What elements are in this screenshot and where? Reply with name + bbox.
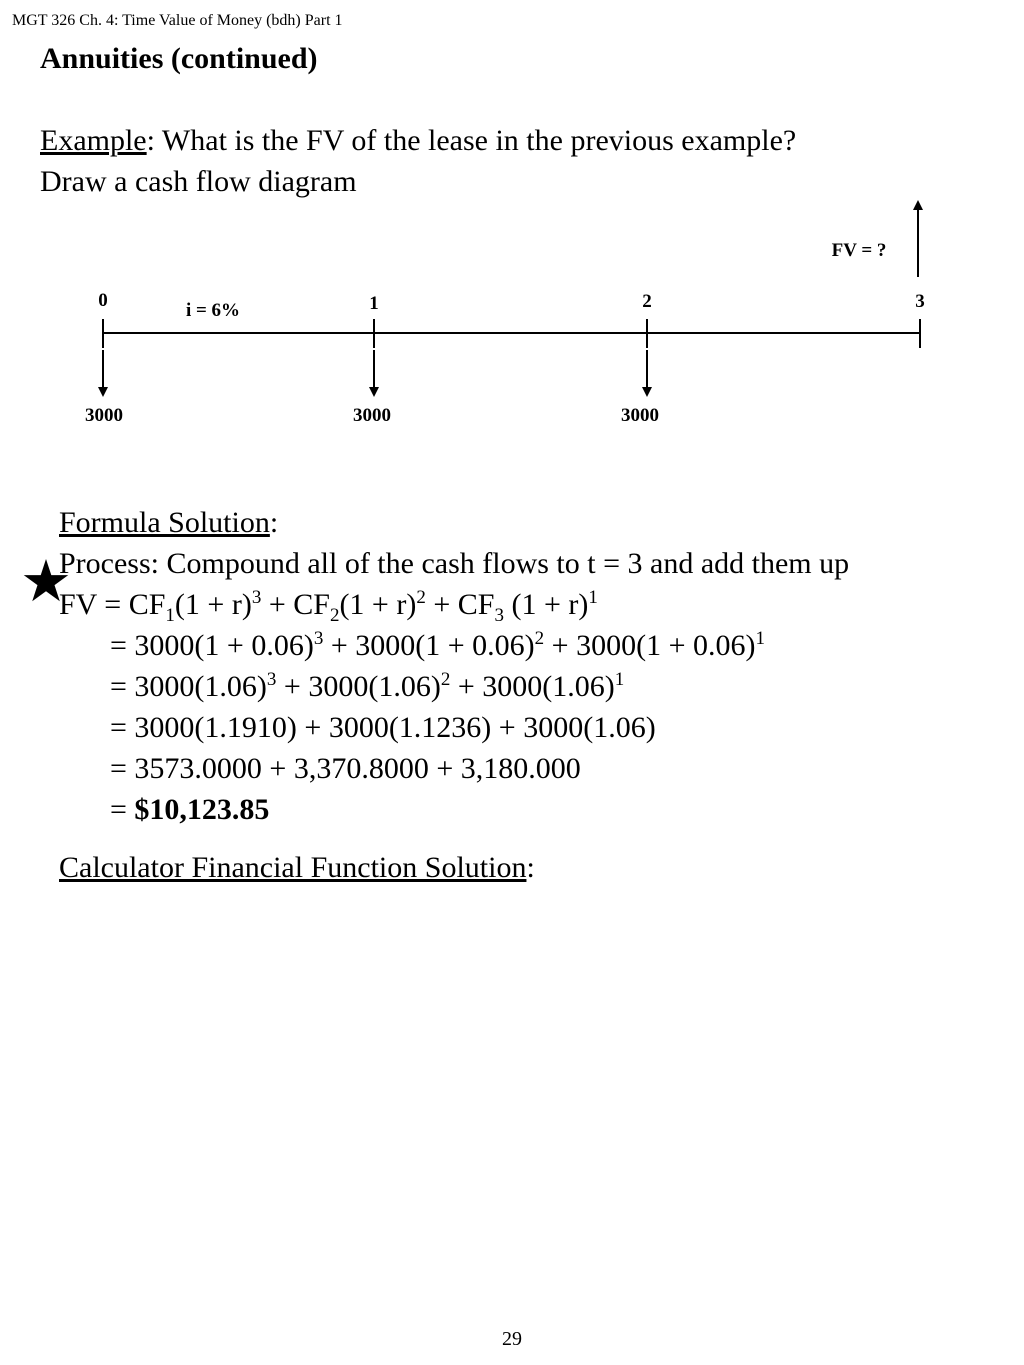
- exponent: 3: [266, 669, 277, 690]
- cash-flow-value-2: 3000: [621, 405, 659, 426]
- example-question-text: : What is the FV of the lease in the previous example?: [146, 124, 797, 157]
- calculator-solution-label: Calculator Financial Function Solution: [59, 851, 527, 884]
- calc-term: + 3000(1 + 0.06): [544, 629, 756, 662]
- calculator-solution-heading: [59, 851, 535, 885]
- exponent: 2: [534, 628, 545, 649]
- calc-term: + 3000(1.06): [276, 670, 441, 703]
- fv-formula-part: (1 + r): [503, 588, 589, 621]
- page-header: MGT 326 Ch. 4: Time Value of Money (bdh) Part 1: [12, 12, 343, 29]
- calc-step-simplify: [110, 670, 624, 704]
- page-number: 29: [502, 1328, 522, 1350]
- formula-solution-label: Formula Solution: [59, 506, 270, 539]
- exponent: 1: [755, 628, 765, 649]
- fv-formula-part: + CF: [425, 588, 495, 621]
- calc-step-values: = 3573.0000 + 3,370.8000 + 3,180.000: [110, 752, 581, 785]
- subscript: 2: [329, 605, 340, 626]
- cash-flow-value-1: 3000: [353, 405, 391, 426]
- calc-step-factors: = 3000(1.1910) + 3000(1.1236) + 3000(1.06): [110, 711, 656, 744]
- formula-solution-heading: [59, 506, 278, 540]
- fv-formula-part: FV = CF: [59, 588, 166, 621]
- exponent: 3: [251, 587, 262, 608]
- fv-result-value: $10,123.85: [134, 793, 270, 826]
- example-instruction: Draw a cash flow diagram: [40, 165, 357, 198]
- exponent: 2: [440, 669, 451, 690]
- interest-rate-label: i = 6%: [185, 300, 241, 321]
- period-label-0: 0: [98, 290, 108, 311]
- calc-term: + 3000(1.06): [450, 670, 615, 703]
- calc-term: = 3000(1.06): [110, 670, 267, 703]
- subscript: 1: [165, 605, 175, 626]
- calc-result-prefix: =: [110, 793, 135, 826]
- fv-label: FV = ?: [831, 240, 887, 261]
- calc-term: + 3000(1 + 0.06): [323, 629, 535, 662]
- period-label-2: 2: [642, 291, 652, 312]
- period-label-1: 1: [369, 293, 379, 314]
- exponent: 1: [614, 669, 625, 690]
- subscript: 3: [494, 605, 504, 626]
- page-title: Annuities (continued): [40, 42, 318, 75]
- example-question: [40, 124, 796, 158]
- fv-formula-part: (1 + r): [339, 588, 417, 621]
- cash-flow-value-0: 3000: [85, 405, 123, 426]
- calc-step-substitute: [110, 629, 765, 663]
- period-label-3: 3: [915, 291, 925, 312]
- formula-solution-colon: :: [269, 506, 279, 539]
- star-icon: ★: [20, 547, 72, 615]
- calc-term: = 3000(1 + 0.06): [110, 629, 314, 662]
- fv-formula-part: (1 + r): [174, 588, 252, 621]
- exponent: 2: [416, 587, 426, 608]
- fv-formula-part: + CF: [261, 588, 330, 621]
- exponent: 1: [588, 587, 598, 608]
- fv-formula: [59, 587, 598, 626]
- exponent: 3: [313, 628, 324, 649]
- calculator-solution-colon: :: [526, 851, 535, 884]
- cash-flow-diagram: [0, 190, 1024, 440]
- calc-result: [110, 793, 269, 827]
- process-description: Process: Compound all of the cash flows to t = 3 and add them up: [59, 547, 850, 580]
- example-label: Example: [40, 124, 147, 157]
